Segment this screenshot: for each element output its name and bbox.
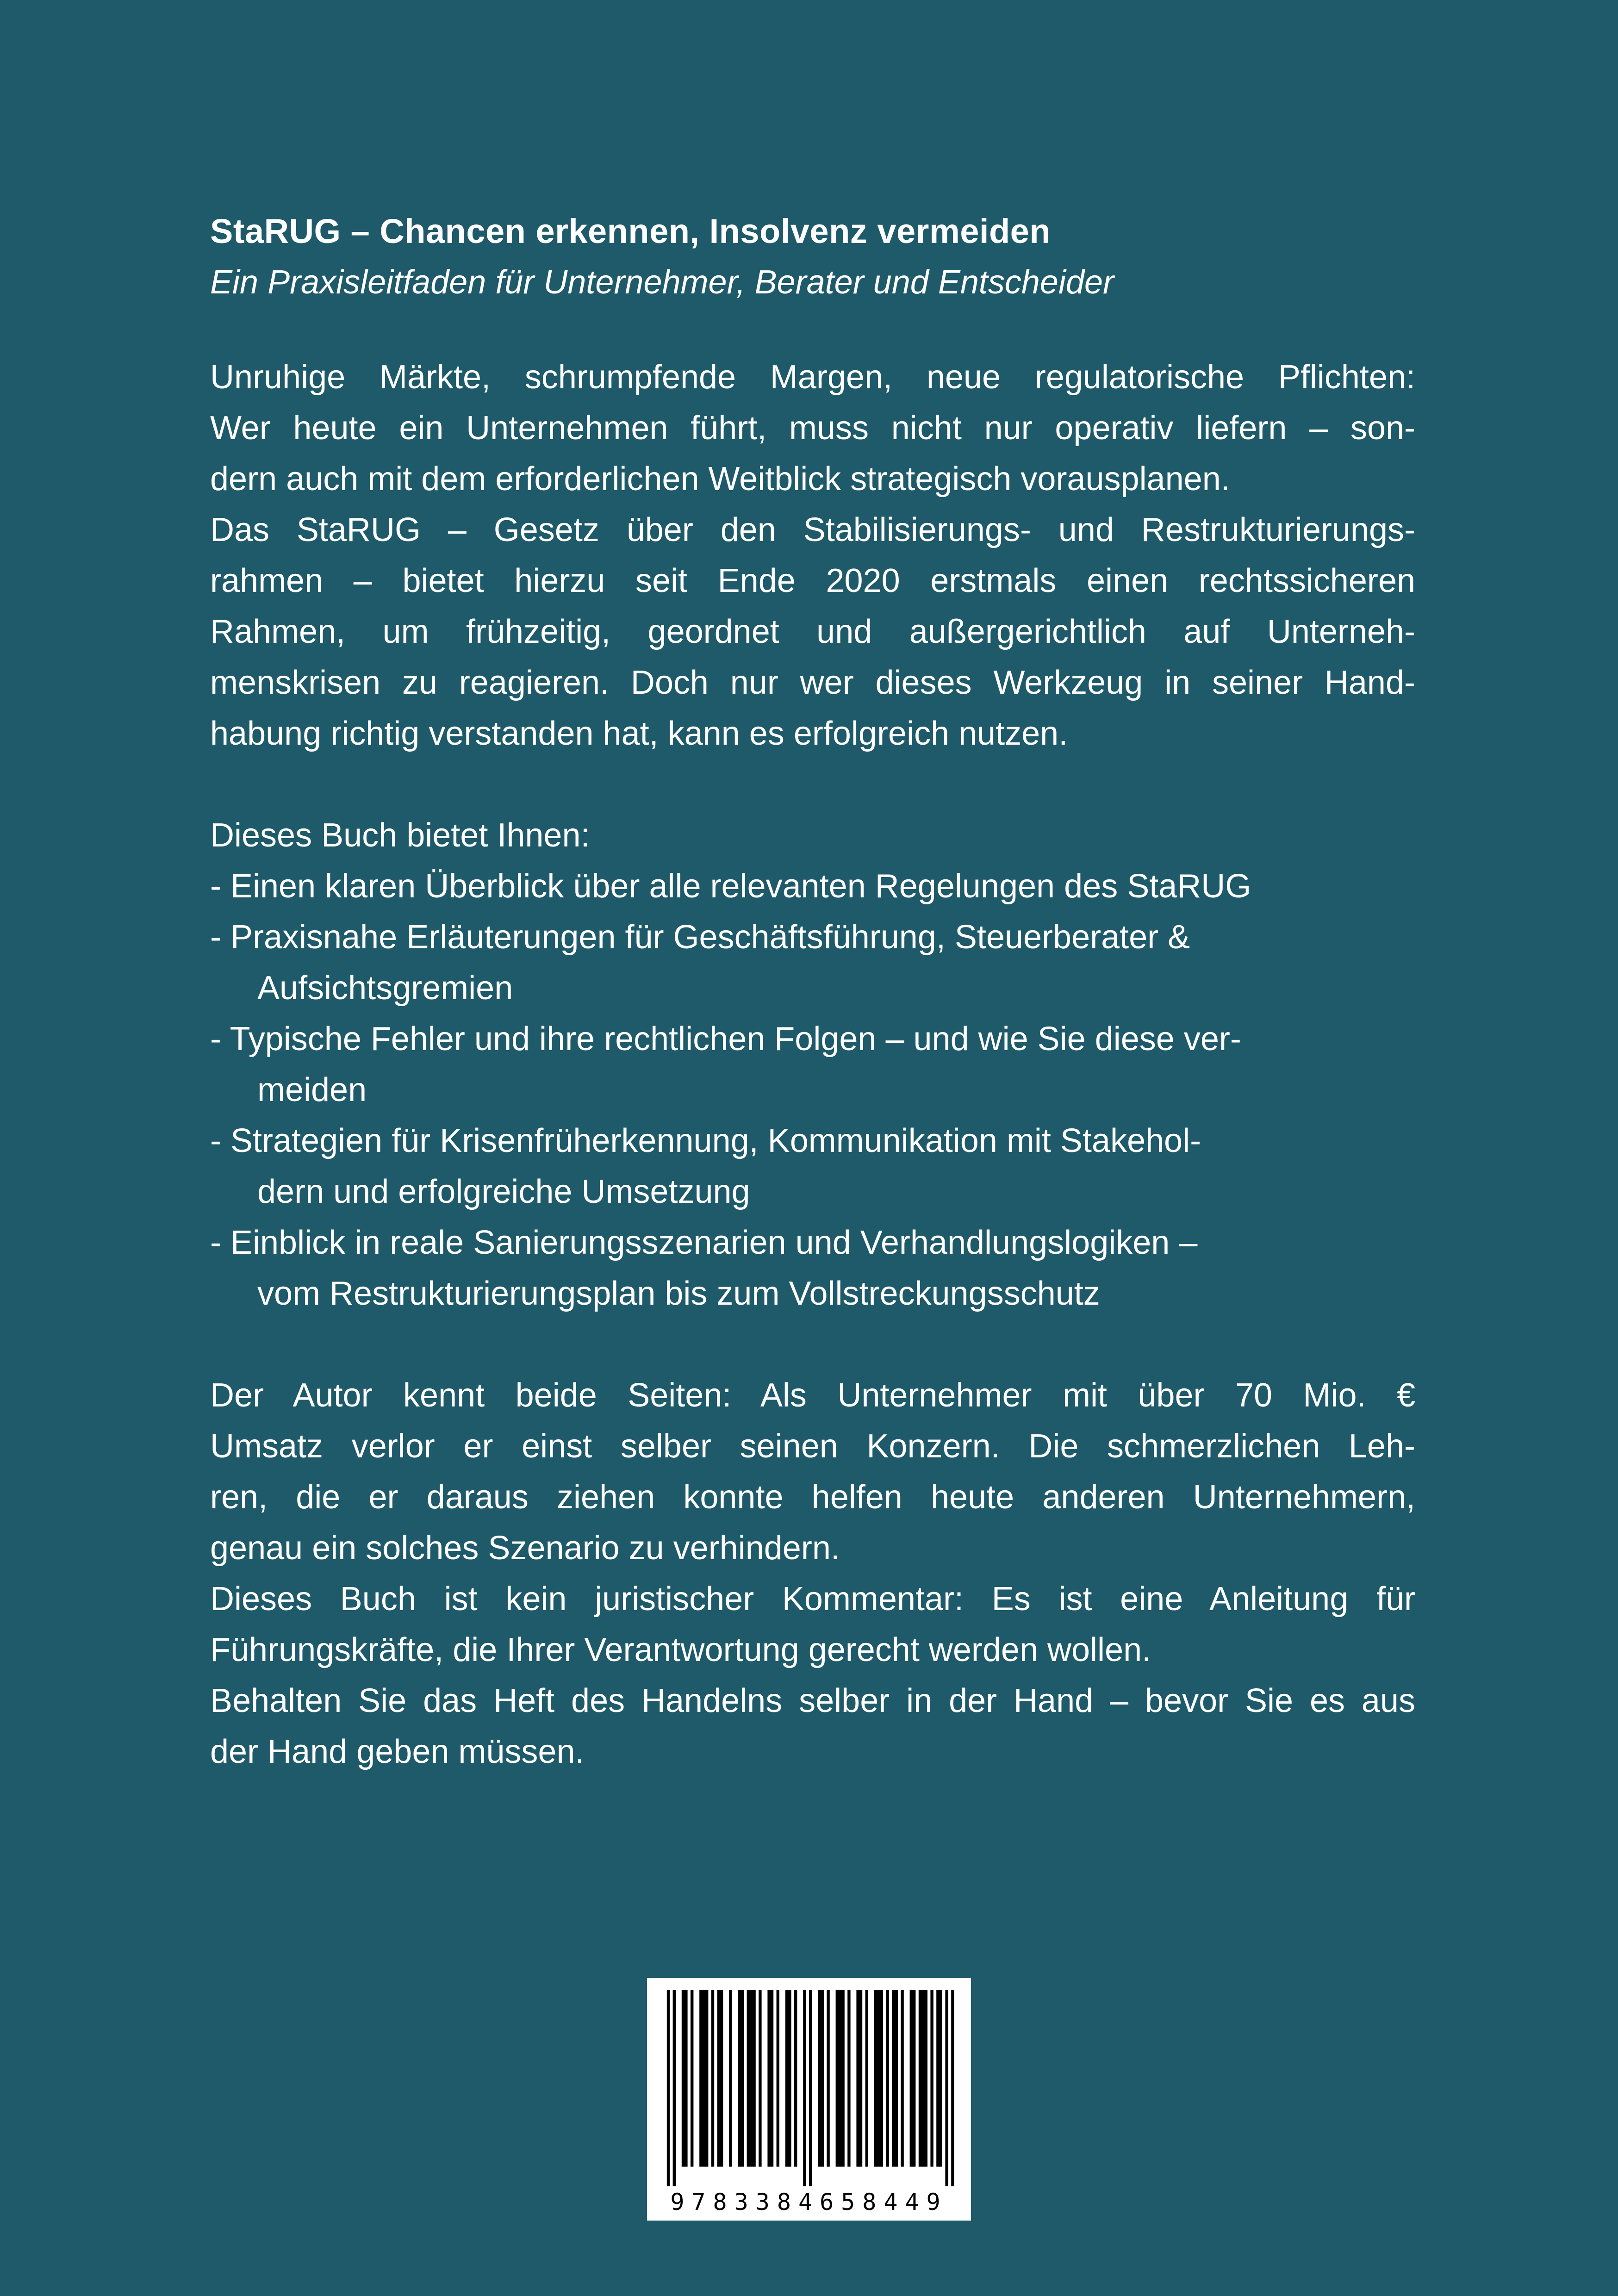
blurb-line: Dieses Buch ist kein juristischer Kommentar: Es ist eine Anleitung für (210, 1580, 1415, 1618)
blurb-line: Wer heute ein Unternehmen führt, muss nicht nur operativ liefern – son- (210, 410, 1415, 447)
blank-line (210, 759, 1415, 810)
blurb-line: - Praxisnahe Erläuterungen für Geschäftsführung, Steuerberater & (210, 919, 1190, 956)
blurb-line: habung richtig verstanden hat, kann es erfolgreich nutzen. (210, 715, 1068, 752)
blurb-line: meiden (257, 1071, 367, 1108)
blurb-line: genau ein solches Szenario zu verhindern. (210, 1530, 840, 1567)
blurb-lines (210, 352, 1415, 1777)
blurb (210, 206, 1415, 1777)
blurb-line: Das StaRUG – Gesetz über den Stabilisierungs- und Restrukturierungs- (210, 511, 1415, 548)
book-subtitle: Ein Praxisleitfaden für Unternehmer, Berater und Entscheider (210, 264, 1114, 301)
blurb-line: - Einblick in reale Sanierungsszenarien und Verhandlungslogiken – (210, 1224, 1198, 1261)
blurb-line: Dieses Buch bietet Ihnen: (210, 817, 590, 854)
book-title: StaRUG – Chancen erkennen, Insolvenz vermeiden (210, 212, 1051, 250)
blurb-line: Führungskräfte, die Ihrer Verantwortung gerecht werden wollen. (210, 1631, 1151, 1668)
blurb-line: Aufsichtsgremien (257, 970, 513, 1007)
blurb-line: vom Restrukturierungsplan bis zum Vollstreckungsschutz (257, 1275, 1100, 1312)
blurb-line: ren, die er daraus ziehen konnte helfen heute anderen Unternehmern, (210, 1479, 1415, 1516)
blurb-line: - Strategien für Krisenfrüherkennung, Kommunikation mit Stakehol- (210, 1122, 1201, 1159)
blurb-line: - Typische Fehler und ihre rechtlichen Folgen – und wie Sie diese ver- (210, 1020, 1241, 1058)
blurb-line: Unruhige Märkte, schrumpfende Margen, neue regulatorische Pflichten: (210, 359, 1415, 396)
blurb-line: Rahmen, um frühzeitig, geordnet und außergerichtlich auf Unterneh- (210, 613, 1415, 650)
blurb-line: der Hand geben müssen. (210, 1733, 585, 1770)
blurb-line: menskrisen zu reagieren. Doch nur wer dieses Werkzeug in seiner Hand- (210, 664, 1415, 701)
barcode (647, 1978, 971, 2221)
blurb-line: rahmen – bietet hierzu seit Ende 2020 erstmals einen rechtssicheren (210, 562, 1415, 599)
blurb-line: dern und erfolgreiche Umsetzung (257, 1173, 750, 1210)
blurb-line: - Einen klaren Überblick über alle relevanten Regelungen des StaRUG (210, 868, 1251, 905)
blurb-line: Umsatz verlor er einst selber seinen Konzern. Die schmerzlichen Leh- (210, 1428, 1415, 1465)
blank-line (210, 1319, 1415, 1370)
spacer (210, 308, 1415, 352)
barcode-bars-icon (661, 1990, 957, 2186)
blurb-line: Behalten Sie das Heft des Handelns selber in der Hand – bevor Sie es aus (210, 1682, 1415, 1719)
blurb-line: dern auch mit dem erforderlichen Weitblick strategisch vorausplanen. (210, 460, 1230, 498)
barcode-number: 9783384658449 (670, 2189, 948, 2215)
blurb-line: Der Autor kennt beide Seiten: Als Unternehmer mit über 70 Mio. € (210, 1377, 1415, 1414)
